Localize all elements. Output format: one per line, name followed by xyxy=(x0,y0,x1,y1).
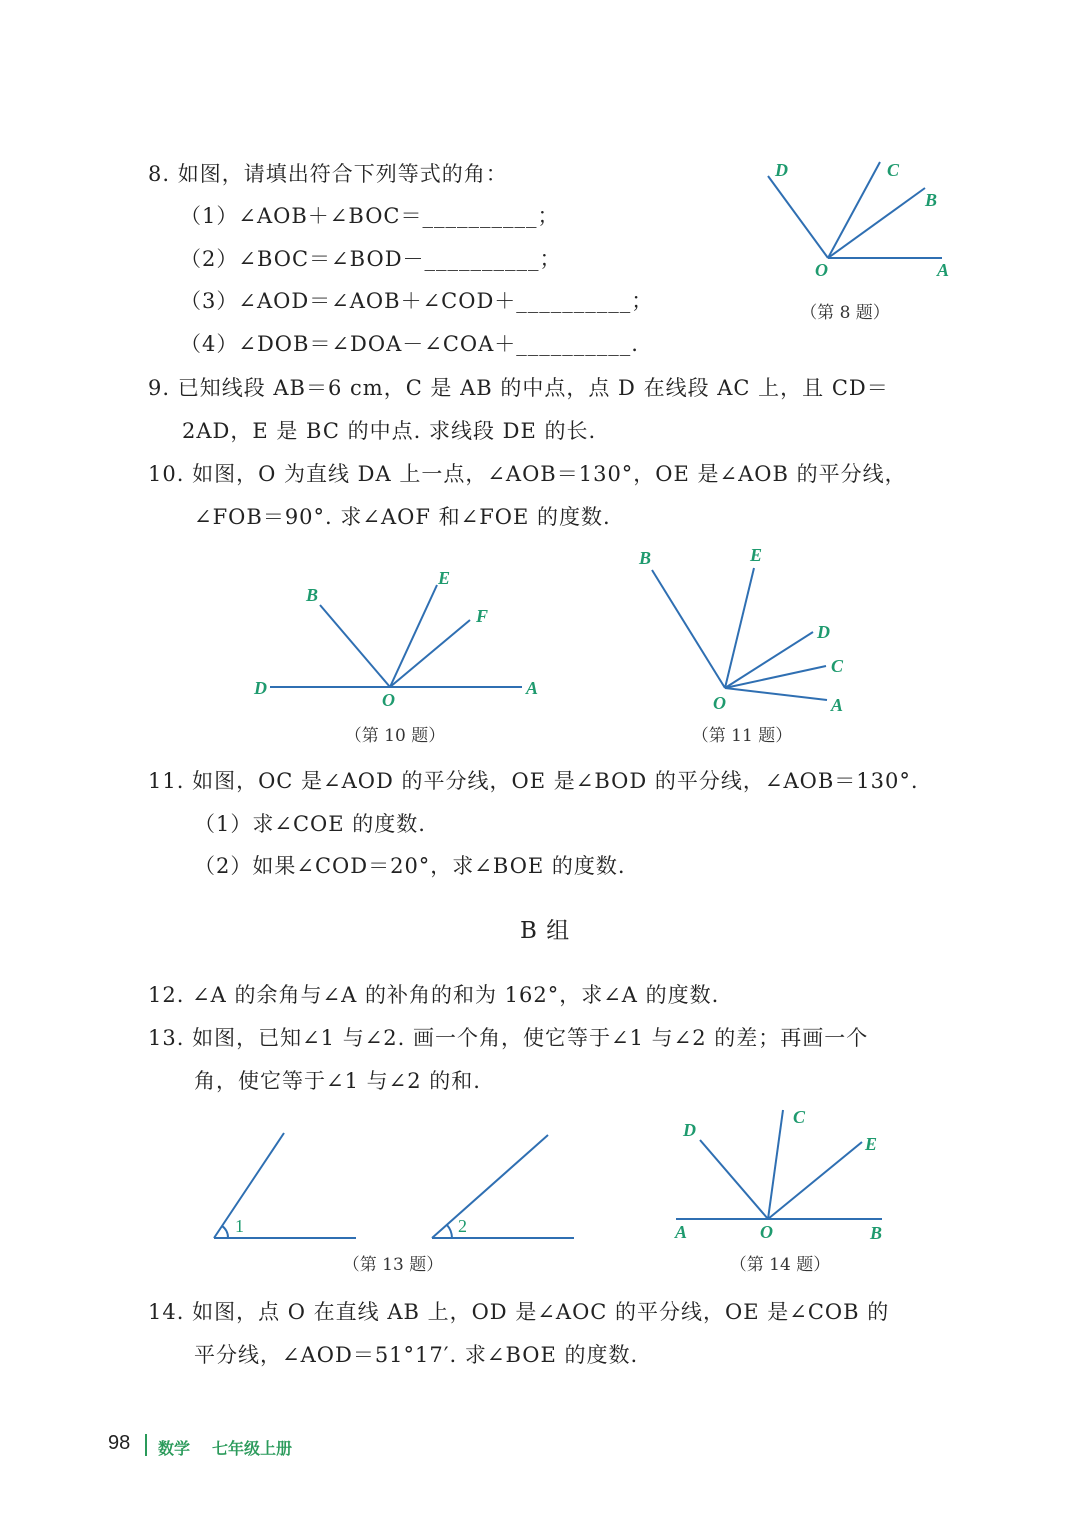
label-point: O xyxy=(713,693,726,713)
page-number: 98 xyxy=(108,1432,131,1454)
label-point: C xyxy=(831,656,844,676)
problem-9-cont: 2AD，E 是 BC 的中点. 求线段 DE 的长. xyxy=(182,419,597,443)
ray-OD xyxy=(700,1140,768,1219)
problem-10-cont: ∠FOB＝90°. 求∠AOF 和∠FOE 的度数. xyxy=(194,505,611,529)
label-point: O xyxy=(815,260,828,280)
problem-13-cont: 角，使它等于∠1 与∠2 的和. xyxy=(194,1069,481,1093)
label-point: A xyxy=(937,260,950,280)
problem-10: 10. 如图，O 为直线 DA 上一点，∠AOB＝130°，OE 是∠AOB 的平分线， xyxy=(148,462,907,486)
label-point: A xyxy=(831,695,844,715)
figure-8 xyxy=(768,160,949,323)
figure-11 xyxy=(638,545,844,746)
label-point: D xyxy=(254,678,267,698)
ray-OC xyxy=(828,162,880,258)
ray-OB xyxy=(320,605,390,687)
angle-label: 2 xyxy=(458,1216,467,1236)
ray-OA xyxy=(725,688,827,700)
ray-OE xyxy=(768,1142,862,1219)
label-point: O xyxy=(760,1222,773,1242)
figure-caption: （第 11 题） xyxy=(691,726,793,746)
figure-13 xyxy=(214,1133,574,1275)
problem-9: 9. 已知线段 AB＝6 cm，C 是 AB 的中点，点 D 在线段 AC 上，且 CD＝ xyxy=(148,376,889,400)
problem-14-cont: 平分线，∠AOD＝51°17′. 求∠BOE 的度数. xyxy=(194,1343,639,1367)
problem-13: 13. 如图，已知∠1 与∠2. 画一个角，使它等于∠1 与∠2 的差；再画一个 xyxy=(148,1026,869,1050)
angle2-side xyxy=(432,1135,548,1238)
label-point: D xyxy=(775,160,788,180)
label-point: E xyxy=(750,545,763,565)
footer-book: 七年级上册 xyxy=(212,1441,293,1458)
figure-caption: （第 13 题） xyxy=(342,1255,444,1275)
problem-11-item: （1）求∠COE 的度数. xyxy=(194,812,426,836)
footer-divider xyxy=(145,1434,147,1456)
label-point: E xyxy=(865,1134,878,1154)
label-point: B xyxy=(870,1223,883,1243)
label-point: B xyxy=(925,190,938,210)
label-point: B xyxy=(639,548,652,568)
angle-label: 1 xyxy=(235,1216,244,1236)
ray-OB xyxy=(652,570,725,688)
problem-8-stem: 8. 如图，请填出符合下列等式的角： xyxy=(148,162,508,186)
figure-caption: （第 10 题） xyxy=(344,726,446,746)
ray-OD xyxy=(725,632,813,688)
problem-11: 11. 如图，OC 是∠AOD 的平分线，OE 是∠BOD 的平分线，∠AOB＝130°. xyxy=(148,769,919,793)
angle1-side xyxy=(214,1133,284,1238)
label-point: C xyxy=(793,1107,806,1127)
problem-14: 14. 如图，点 O 在直线 AB 上，OD 是∠AOC 的平分线，OE 是∠COB 的 xyxy=(148,1300,890,1324)
angle1-arc xyxy=(222,1226,228,1238)
label-point: E xyxy=(438,568,451,588)
figure-10 xyxy=(253,568,538,746)
footer-subject: 数学 xyxy=(158,1441,191,1458)
problem-12: 12. ∠A 的余角与∠A 的补角的和为 162°，求∠A 的度数. xyxy=(148,983,720,1007)
label-point: C xyxy=(887,160,900,180)
ray-OB xyxy=(828,188,925,258)
problem-8-item: （1）∠AOB＋∠BOC＝__________； xyxy=(180,204,560,228)
figure-caption: （第 14 题） xyxy=(729,1255,831,1275)
ray-OE xyxy=(390,585,437,687)
angle2-arc xyxy=(447,1225,452,1238)
label-point: F xyxy=(476,606,489,626)
ray-OC xyxy=(725,666,826,688)
label-point: A xyxy=(526,678,539,698)
section-b-heading: B 组 xyxy=(520,918,571,944)
problem-8-item: （3）∠AOD＝∠AOB＋∠COD＋__________； xyxy=(180,289,654,313)
ray-OC xyxy=(768,1110,783,1219)
figure-caption: （第 8 题） xyxy=(800,303,890,323)
label-point: O xyxy=(382,690,395,710)
ray-OF xyxy=(390,620,470,687)
ray-OE xyxy=(725,568,754,688)
ray-OD xyxy=(768,176,828,258)
problem-11-item: （2）如果∠COD＝20°，求∠BOE 的度数. xyxy=(194,854,626,878)
label-point: D xyxy=(683,1120,696,1140)
label-point: B xyxy=(306,585,319,605)
problem-8-item: （4）∠DOB＝∠DOA－∠COA＋__________. xyxy=(180,332,639,356)
figure-14 xyxy=(674,1107,882,1275)
label-point: D xyxy=(817,622,830,642)
problem-8-item: （2）∠BOC＝∠BOD－__________； xyxy=(180,247,562,271)
label-point: A xyxy=(675,1222,688,1242)
